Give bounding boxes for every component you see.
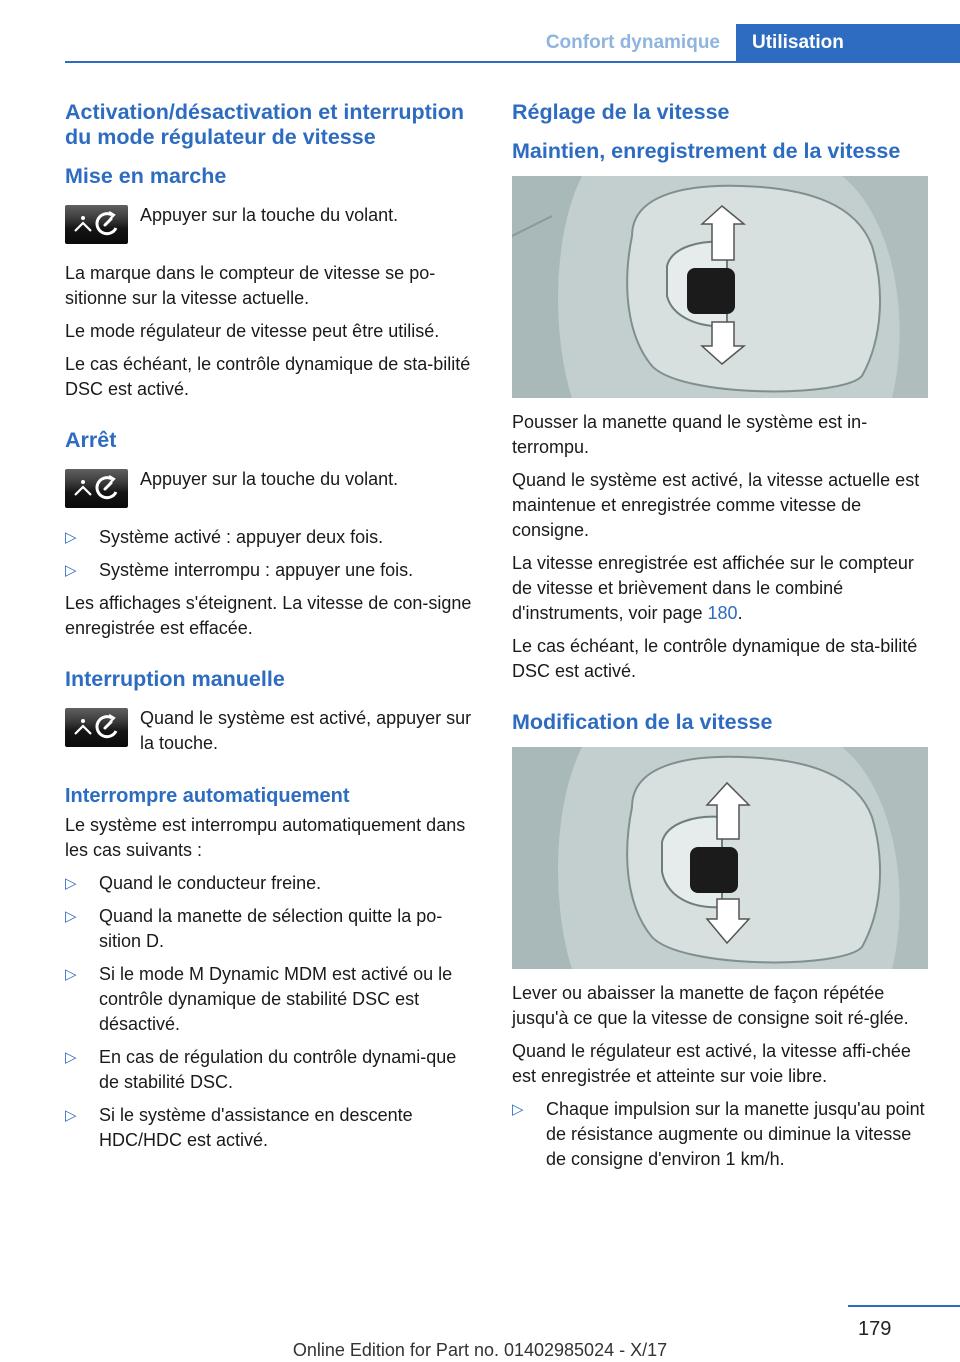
chapter-tab: Utilisation <box>736 24 960 62</box>
triangle-bullet-icon: ▷ <box>65 966 77 983</box>
maintien-para-2: Quand le système est activé, la vitesse actuelle est maintenue et enregistrée comme vitesse de consigne. <box>512 470 920 540</box>
section-heading-activation: Activation/désactivation et interruption du mode régulateur de vitesse <box>65 100 464 149</box>
modification-para-2: Quand le régulateur est activé, la vitesse affi‐chée est enregistrée et atteinte sur voie libre. <box>512 1041 911 1086</box>
auto-list <box>65 871 480 1153</box>
list-item: ▷ Système activé : appuyer deux fois. <box>65 525 480 550</box>
heading-interrompre-automatiquement: Interrompre automatiquement <box>65 785 350 807</box>
page-reference-link[interactable]: 180 <box>707 603 738 623</box>
footer-rule <box>848 1305 960 1307</box>
left-column <box>65 100 480 1153</box>
heading-modification: Modification de la vitesse <box>512 710 773 734</box>
steering-wheel-lever-illustration <box>512 747 928 969</box>
triangle-bullet-icon: ▷ <box>65 875 77 892</box>
list-item: ▷ Chaque impulsion sur la manette jusqu'au point de résistance augmente ou diminue la vitesse de consigne d'environ 1 km/h. <box>512 1099 925 1169</box>
list-item: ▷ En cas de régulation du contrôle dynami‐que de stabilité DSC. <box>65 1047 457 1092</box>
mise-en-marche-instruction: Appuyer sur la touche du volant. <box>140 205 399 225</box>
interruption-instruction: Quand le système est activé, appuyer sur la touche. <box>140 708 472 753</box>
section-title: Confort dynamique <box>545 32 720 53</box>
triangle-bullet-icon: ▷ <box>65 529 77 546</box>
section-heading-reglage: Réglage de la vitesse <box>512 100 730 124</box>
maintien-para-3: La vitesse enregistrée est affichée sur le compteur de vitesse et brièvement dans le combiné d'instruments, voir page 180. <box>512 553 914 623</box>
page-number: 179 <box>858 1318 892 1340</box>
auto-intro: Le système est interrompu automatiquement dans les cas suivants : <box>65 815 466 860</box>
list-item: ▷ Quand le conducteur freine. <box>65 871 480 896</box>
maintien-para-4: Le cas échéant, le contrôle dynamique de sta‐bilité DSC est activé. <box>512 636 918 681</box>
heading-mise-en-marche: Mise en marche <box>65 164 227 188</box>
icon-row-mise-en-marche <box>65 203 480 253</box>
heading-interruption-manuelle: Interruption manuelle <box>65 667 285 691</box>
triangle-bullet-icon: ▷ <box>65 908 77 925</box>
triangle-bullet-icon: ▷ <box>65 562 77 579</box>
heading-arret: Arrêt <box>65 428 117 452</box>
header-rule <box>65 61 960 63</box>
mise-en-marche-para-1: La marque dans le compteur de vitesse se po‐sitionne sur la vitesse actuelle. <box>65 263 436 308</box>
list-item: ▷ Si le mode M Dynamic MDM est activé ou le contrôle dynamique de stabilité DSC est désactivé. <box>65 964 453 1034</box>
arret-list <box>65 525 480 583</box>
icon-row-arret <box>65 467 480 517</box>
maintien-para-1: Pousser la manette quand le système est in‐terrompu. <box>512 412 868 457</box>
list-item: ▷ Système interrompu : appuyer une fois. <box>65 558 480 583</box>
cruise-control-button-icon <box>65 708 128 747</box>
steering-wheel-lever-illustration <box>512 176 928 398</box>
triangle-bullet-icon: ▷ <box>65 1107 77 1124</box>
modification-list <box>512 1097 932 1172</box>
triangle-bullet-icon: ▷ <box>65 1049 77 1066</box>
right-column <box>512 100 932 1172</box>
arret-para: Les affichages s'éteignent. La vitesse de con‐signe enregistrée est effacée. <box>65 593 472 638</box>
footer-edition: Online Edition for Part no. 01402985024 - X/17 <box>292 1340 668 1360</box>
mise-en-marche-para-2: Le mode régulateur de vitesse peut être utilisé. <box>65 321 440 341</box>
modification-para-1: Lever ou abaisser la manette de façon répétée jusqu'à ce que la vitesse de consigne soit ré‐glée. <box>512 983 909 1028</box>
mise-en-marche-para-3: Le cas échéant, le contrôle dynamique de sta‐bilité DSC est activé. <box>65 354 471 399</box>
cruise-control-button-icon <box>65 469 128 508</box>
triangle-bullet-icon: ▷ <box>512 1101 524 1118</box>
arret-instruction: Appuyer sur la touche du volant. <box>140 469 399 489</box>
cruise-control-button-icon <box>65 205 128 244</box>
list-item: ▷ Quand la manette de sélection quitte la po‐sition D. <box>65 906 443 951</box>
list-item: ▷ Si le système d'assistance en descente HDC/HDC est activé. <box>65 1105 413 1150</box>
icon-row-interruption <box>65 706 480 756</box>
heading-maintien: Maintien, enregistrement de la vitesse <box>512 139 901 163</box>
